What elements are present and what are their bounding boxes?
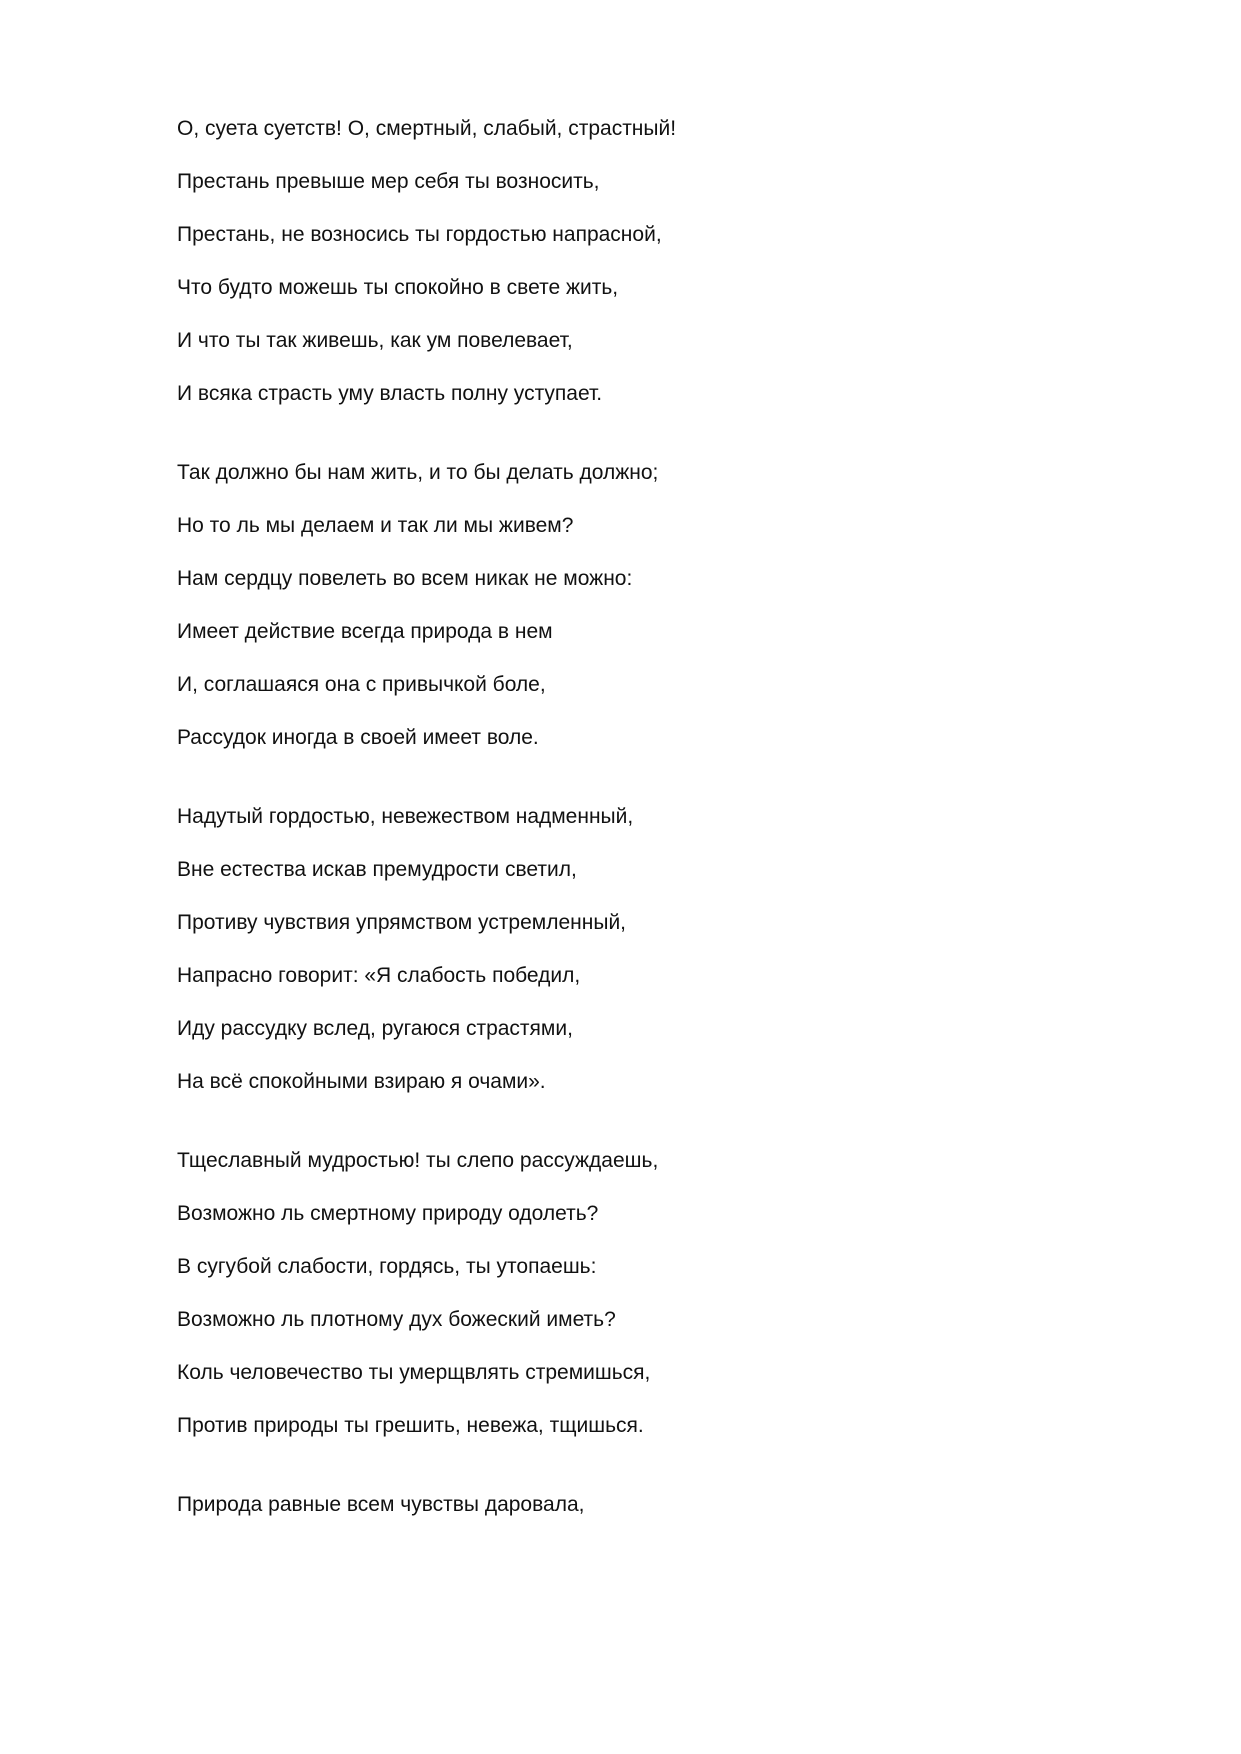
poem-line: Престань, не возносись ты гордостью напрасной, (177, 223, 662, 246)
poem-line: И всяка страсть уму власть полну уступает. (177, 382, 603, 405)
poem-line: Рассудок иногда в своей имеет воле. (177, 726, 539, 749)
poem-line: И что ты так живешь, как ум повелевает, (177, 329, 573, 352)
stanza-3 (177, 804, 1077, 1095)
stanza-5 (177, 1492, 1077, 1518)
poem-line: Против природы ты грешить, невежа, тщишься. (177, 1414, 644, 1437)
poem-line: Иду рассудку вслед, ругаюся страстями, (177, 1017, 573, 1040)
poem-line: Тщеславный мудростью! ты слепо рассуждаешь, (177, 1149, 659, 1172)
stanza-4 (177, 1148, 1077, 1439)
poem-line: В сугубой слабости, гордясь, ты утопаешь: (177, 1255, 597, 1278)
poem-line: Так должно бы нам жить, и то бы делать должно; (177, 461, 659, 484)
poem-line: Противу чувствия упрямством устремленный, (177, 911, 627, 934)
poem-line: Возможно ль смертному природу одолеть? (177, 1202, 599, 1225)
poem-line: Но то ль мы делаем и так ли мы живем? (177, 514, 574, 537)
poem-line: Возможно ль плотному дух божеский иметь? (177, 1308, 616, 1331)
poem-line: На всё спокойными взираю я очами». (177, 1070, 546, 1093)
poem-line: Нам сердцу повелеть во всем никак не можно: (177, 567, 633, 590)
stanza-1 (177, 116, 1077, 407)
poem-line: Природа равные всем чувствы даровала, (177, 1493, 585, 1516)
stanza-2 (177, 460, 1077, 751)
poem-line: Что будто можешь ты спокойно в свете жить, (177, 276, 619, 299)
poem-line: Надутый гордостью, невежеством надменный, (177, 805, 634, 828)
poem-line: Коль человечество ты умерщвлять стремишься, (177, 1361, 651, 1384)
poem-line: Напрасно говорит: «Я слабость победил, (177, 964, 581, 987)
poem-line: Вне естества искав премудрости светил, (177, 858, 577, 881)
poem-line: Имеет действие всегда природа в нем (177, 620, 553, 643)
poem-body (177, 116, 1077, 1571)
poem-line: О, суета суетств! О, смертный, слабый, страстный! (177, 117, 677, 140)
poem-line: И, соглашаяся она с привычкой боле, (177, 673, 546, 696)
poem-line: Престань превыше мер себя ты возносить, (177, 170, 600, 193)
